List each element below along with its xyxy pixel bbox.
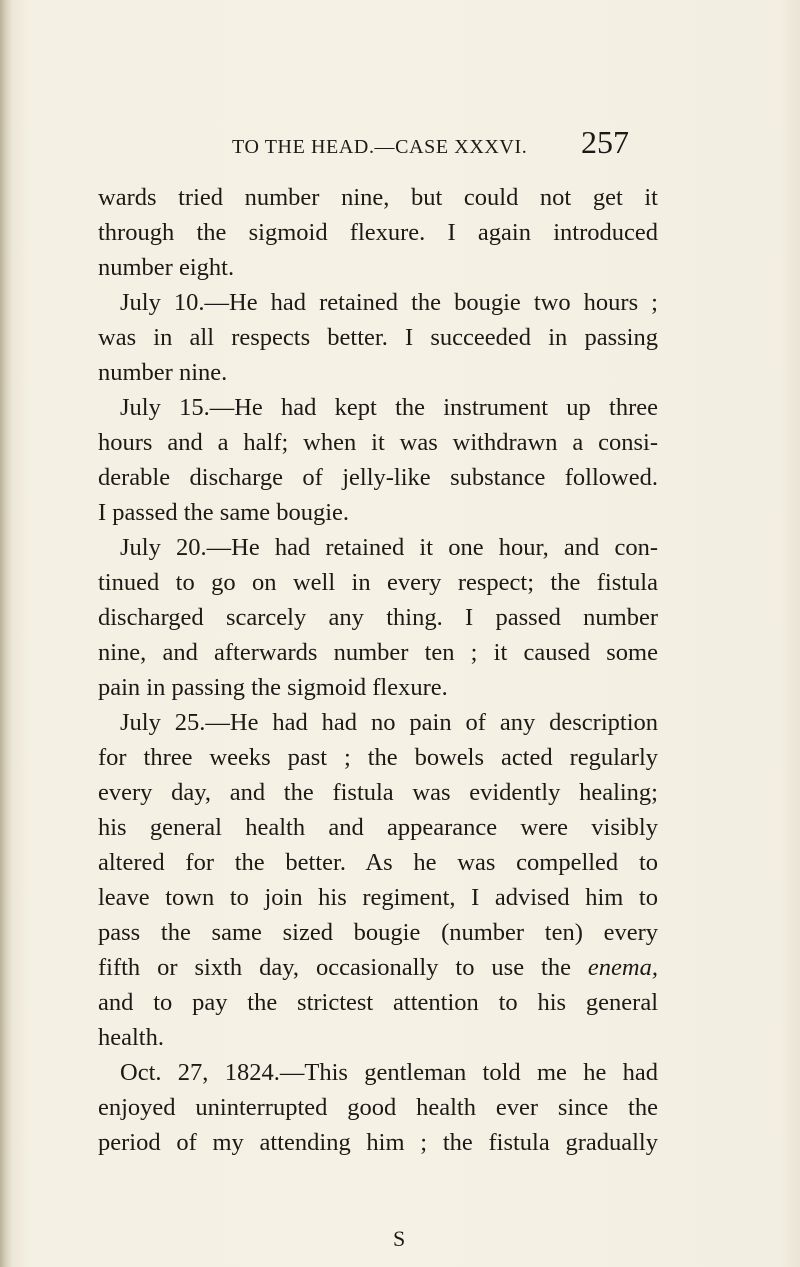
text-line-content: period of my attending him ; the fistula gradually xyxy=(98,1129,658,1156)
text-line xyxy=(98,880,658,915)
text-line xyxy=(98,1090,658,1125)
text-line xyxy=(98,215,658,250)
text-line xyxy=(98,180,658,215)
page-number: 257 xyxy=(581,124,629,160)
text-line-content: and to pay the strictest attention to his general xyxy=(98,989,658,1016)
text-line xyxy=(98,740,658,775)
text-line xyxy=(98,565,658,600)
text-line-content: Oct. 27, 1824.—This gentleman told me he had xyxy=(120,1059,658,1086)
text-line-content: number eight. xyxy=(98,254,235,281)
text-line-content: nine, and afterwards number ten ; it caused some xyxy=(98,639,658,666)
text-line xyxy=(98,460,658,495)
body-text xyxy=(98,180,658,1160)
text-line-content: pass the same sized bougie (number ten) every xyxy=(98,919,658,946)
signature-mark: S xyxy=(393,1226,406,1251)
text-line-content: his general health and appearance were visibly xyxy=(98,814,658,841)
text-line xyxy=(98,1020,658,1055)
text-line xyxy=(98,600,658,635)
text-line xyxy=(98,355,658,390)
text-line xyxy=(98,250,658,285)
text-line xyxy=(98,845,658,880)
text-line xyxy=(98,915,658,950)
text-line-content: wards tried number nine, but could not get it xyxy=(98,184,658,211)
text-line-content: every day, and the fistula was evidently healing; xyxy=(98,779,658,806)
text-line xyxy=(98,1125,658,1160)
text-line-content: tinued to go on well in every respect; the fistula xyxy=(98,569,658,596)
text-line-content: fifth or sixth day, occasionally to use the xyxy=(98,954,588,981)
page-header xyxy=(0,124,800,168)
text-line-content: was in all respects better. I succeeded in passing xyxy=(98,324,658,351)
text-line-content: through the sigmoid flexure. I again introduced xyxy=(98,219,658,246)
text-line xyxy=(98,495,658,530)
text-line xyxy=(98,775,658,810)
text-line xyxy=(98,425,658,460)
text-line xyxy=(98,670,658,705)
text-line-content: hours and a half; when it was withdrawn a consi- xyxy=(98,429,658,456)
text-line xyxy=(98,1055,658,1090)
text-line xyxy=(98,950,658,985)
text-line-content: July 20.—He had retained it one hour, and con- xyxy=(120,534,658,561)
text-line xyxy=(98,705,658,740)
text-line-content: July 25.—He had had no pain of any description xyxy=(120,709,658,736)
text-line-content: leave town to join his regiment, I advised him to xyxy=(98,884,658,911)
text-line xyxy=(98,390,658,425)
running-head: TO THE HEAD.—CASE XXXVI. xyxy=(232,136,528,158)
italic-word: enema, xyxy=(587,954,658,981)
text-line-content: I passed the same bougie. xyxy=(98,499,350,526)
text-line xyxy=(98,635,658,670)
text-line xyxy=(98,985,658,1020)
text-line xyxy=(98,530,658,565)
page-binding-edge xyxy=(0,0,12,1267)
text-line-content: derable discharge of jelly-like substance followed. xyxy=(98,464,658,491)
text-line-content: number nine. xyxy=(98,359,228,386)
text-line xyxy=(98,285,658,320)
text-line-content: enjoyed uninterrupted good health ever since the xyxy=(98,1094,658,1121)
text-line-content: July 15.—He had kept the instrument up three xyxy=(120,394,658,421)
text-line-content: pain in passing the sigmoid flexure. xyxy=(98,674,448,701)
text-line-content: altered for the better. As he was compelled to xyxy=(98,849,658,876)
text-line-content: July 10.—He had retained the bougie two hours ; xyxy=(120,289,658,316)
text-line xyxy=(98,810,658,845)
text-line-content: discharged scarcely any thing. I passed number xyxy=(98,604,658,631)
text-line xyxy=(98,320,658,355)
text-line-content: health. xyxy=(98,1024,164,1051)
text-line-content: for three weeks past ; the bowels acted regularly xyxy=(98,744,658,771)
